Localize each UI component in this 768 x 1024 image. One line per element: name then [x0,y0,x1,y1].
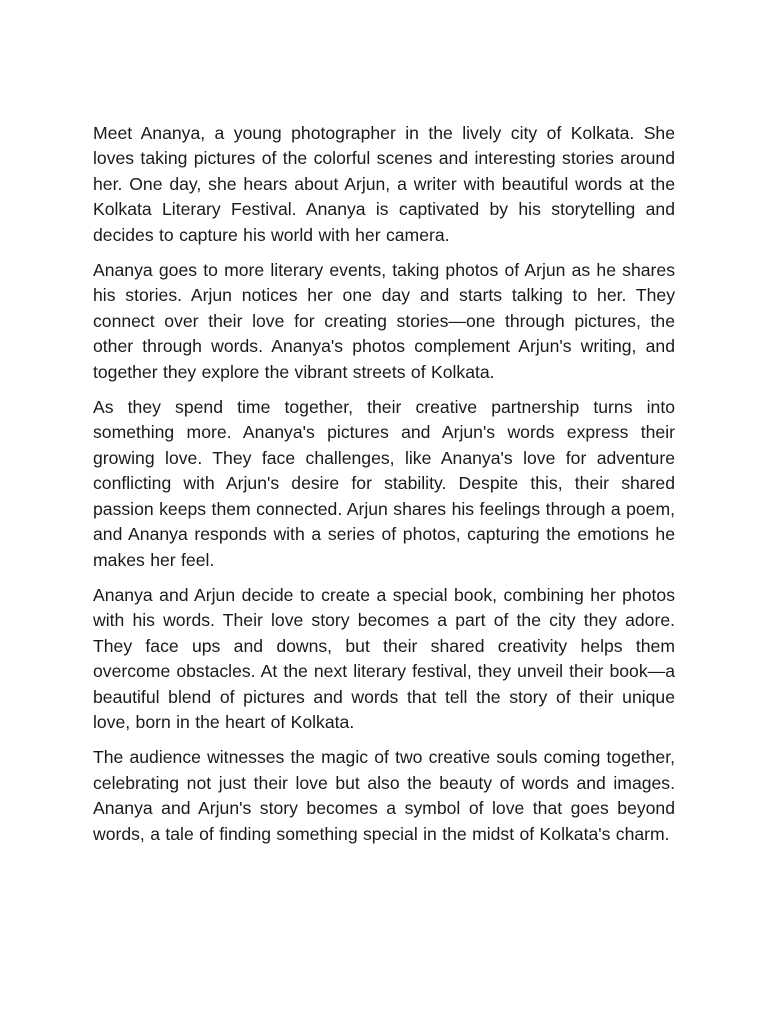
paragraph-5: The audience witnesses the magic of two creative souls coming together, celebrating not just their love but also the beauty of words and images. Ananya and Arjun's story becomes a symbol of love that goes beyond words, a tale of finding something special in the midst of Kolkata's charm. [93,747,675,844]
paragraph-3: As they spend time together, their creative partnership turns into something more. Ananya's pictures and Arjun's words express their growing love. They face challenges, like Ananya's love for adventure conflicting with Arjun's desire for stability. Despite this, their shared passion keeps them connected. Arjun shares his feelings through a poem, and Ananya responds with a series of photos, capturing the emotions he makes her feel. [93,397,675,570]
paragraph-2: Ananya goes to more literary events, taking photos of Arjun as he shares his stories. Arjun notices her one day and starts talking to her. They connect over their love for creating stories—one through pictures, the other through words. Ananya's photos complement Arjun's writing, and together they explore the vibrant streets of Kolkata. [93,260,675,382]
paragraph-1: Meet Ananya, a young photographer in the lively city of Kolkata. She loves taking pictures of the colorful scenes and interesting stories around her. One day, she hears about Arjun, a writer with beautiful words at the Kolkata Literary Festival. Ananya is captivated by his storytelling and decides to capture his world with her camera. [93,123,675,245]
document-body [93,121,675,857]
paragraph-4: Ananya and Arjun decide to create a special book, combining her photos with his words. Their love story becomes a part of the city they adore. They face ups and downs, but their shared creativity helps them overcome obstacles. At the next literary festival, they unveil their book—a beautiful blend of pictures and words that tell the story of their unique love, born in the heart of Kolkata. [93,584,675,732]
